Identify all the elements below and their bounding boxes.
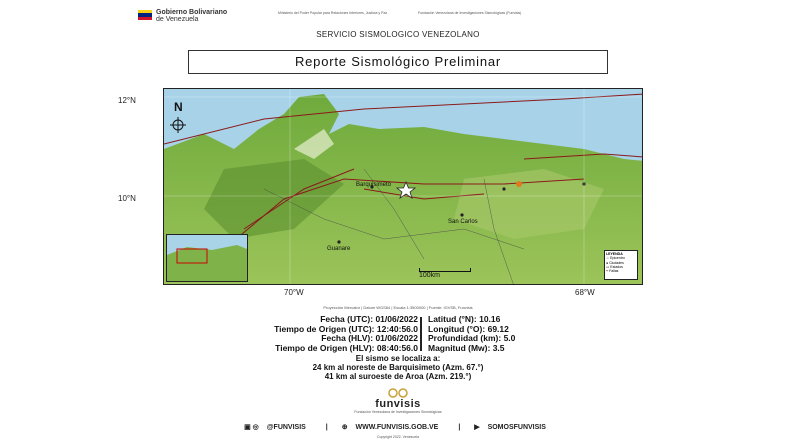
copyright: Copyright 2022. Venezuela: [376, 435, 420, 439]
ministry2: Fundación Venezolana de Investigaciones Sismológicas (Funvisis): [418, 11, 522, 15]
city-label-san-carlos: San Carlos: [448, 219, 478, 225]
gov-line2: de Venezuela: [156, 16, 199, 23]
info-row-depth: Profundidad (km): 5.0: [428, 333, 516, 343]
footer: [108, 423, 688, 435]
city-dot: [337, 240, 340, 243]
location-line1: 24 km al noreste de Barquisimeto (Azm. 67.°): [312, 363, 484, 372]
report-page: [108, 0, 688, 445]
footer-divider: |: [325, 424, 328, 431]
city-dot: [502, 187, 505, 190]
gov-label: [156, 9, 227, 23]
projection-info: Proyección Mercator | Datum WGS84 | Escala 1:3500000 | Fuente: IGVSB, Funvisis: [323, 305, 473, 310]
info-row-date-utc: Fecha (UTC): 01/06/2022: [320, 314, 418, 324]
map-legend: [604, 250, 638, 280]
service-name: SERVICIO SISMOLOGICO VENEZOLANO: [316, 30, 480, 39]
info-row-magnitude: Magnitud (Mw): 3.5: [428, 342, 505, 353]
header: [108, 6, 688, 28]
inset-canvas: [167, 235, 247, 281]
info-row-date-hlv: Fecha (HLV): 01/06/2022: [321, 333, 418, 343]
footer-social-right[interactable]: ▶ SOMOSFUNVISIS: [474, 424, 546, 431]
venezuela-flag-icon: [138, 10, 152, 20]
scale-bar: [419, 268, 471, 279]
city-dot: [460, 213, 463, 216]
legend-item-states: ▭ Estados: [606, 264, 623, 269]
event-info: [108, 315, 688, 351]
info-row-latitude: Latitud (°N): 10.16: [428, 314, 501, 324]
location-intro: El sismo se localiza a:: [355, 354, 441, 363]
footer-social-left[interactable]: ▣ ◎ @FUNVISIS: [244, 424, 306, 431]
info-right-column: [428, 315, 588, 353]
legend-item-faults: ━ Fallas: [606, 269, 619, 274]
lon-label-left: 70°W: [284, 288, 304, 297]
info-left-column: [138, 315, 418, 353]
city-label-guanare: Guanare: [327, 246, 351, 252]
city-label-barquisimeto: Barquisimeto: [356, 182, 392, 188]
location-line2: 41 km al suroeste de Aroa (Azm. 219.°): [324, 372, 472, 381]
info-row-longitude: Longitud (°O): 69.12: [428, 323, 509, 334]
legend-title: LEYENDA: [606, 252, 623, 256]
legend-item-cities: ● Ciudades: [606, 260, 624, 265]
logo-subtitle: Fundación Venezolana de Investigaciones Sismológicas: [354, 410, 442, 414]
footer-website[interactable]: ⊕ WWW.FUNVISIS.GOB.VE: [341, 424, 439, 431]
info-row-time-hlv: Tiempo de Origen (HLV): 08:40:56.0: [275, 342, 418, 353]
logo-mark-icon: [388, 388, 408, 398]
lon-label-right: 68°W: [575, 288, 595, 297]
seismic-map: [163, 88, 643, 285]
scale-label: 100km: [419, 272, 441, 279]
footer-divider: |: [458, 424, 461, 431]
location-description: [108, 354, 688, 381]
lat-label-mid: 10°N: [118, 194, 136, 203]
logo-name: funvisis: [375, 398, 421, 410]
north-label: N: [174, 100, 183, 114]
ministry1: Ministerio del Poder Popular para Relaciones Interiores, Justicia y Paz: [278, 11, 388, 15]
info-row-time-utc: Tiempo de Origen (UTC): 12:40:56.0: [274, 323, 418, 334]
lat-label-top: 12°N: [118, 96, 136, 105]
seismic-event-marker: [516, 181, 522, 187]
info-divider: [420, 317, 422, 351]
gov-line1: Gobierno Bolivariano: [156, 9, 228, 16]
report-title: Reporte Sismológico Preliminar: [188, 50, 608, 74]
legend-item-epicenter: ☆ Epicentro: [606, 256, 625, 261]
flag-stripe-red: [138, 17, 152, 20]
funvisis-logo: [348, 388, 448, 418]
location-inset-map: [166, 234, 248, 282]
